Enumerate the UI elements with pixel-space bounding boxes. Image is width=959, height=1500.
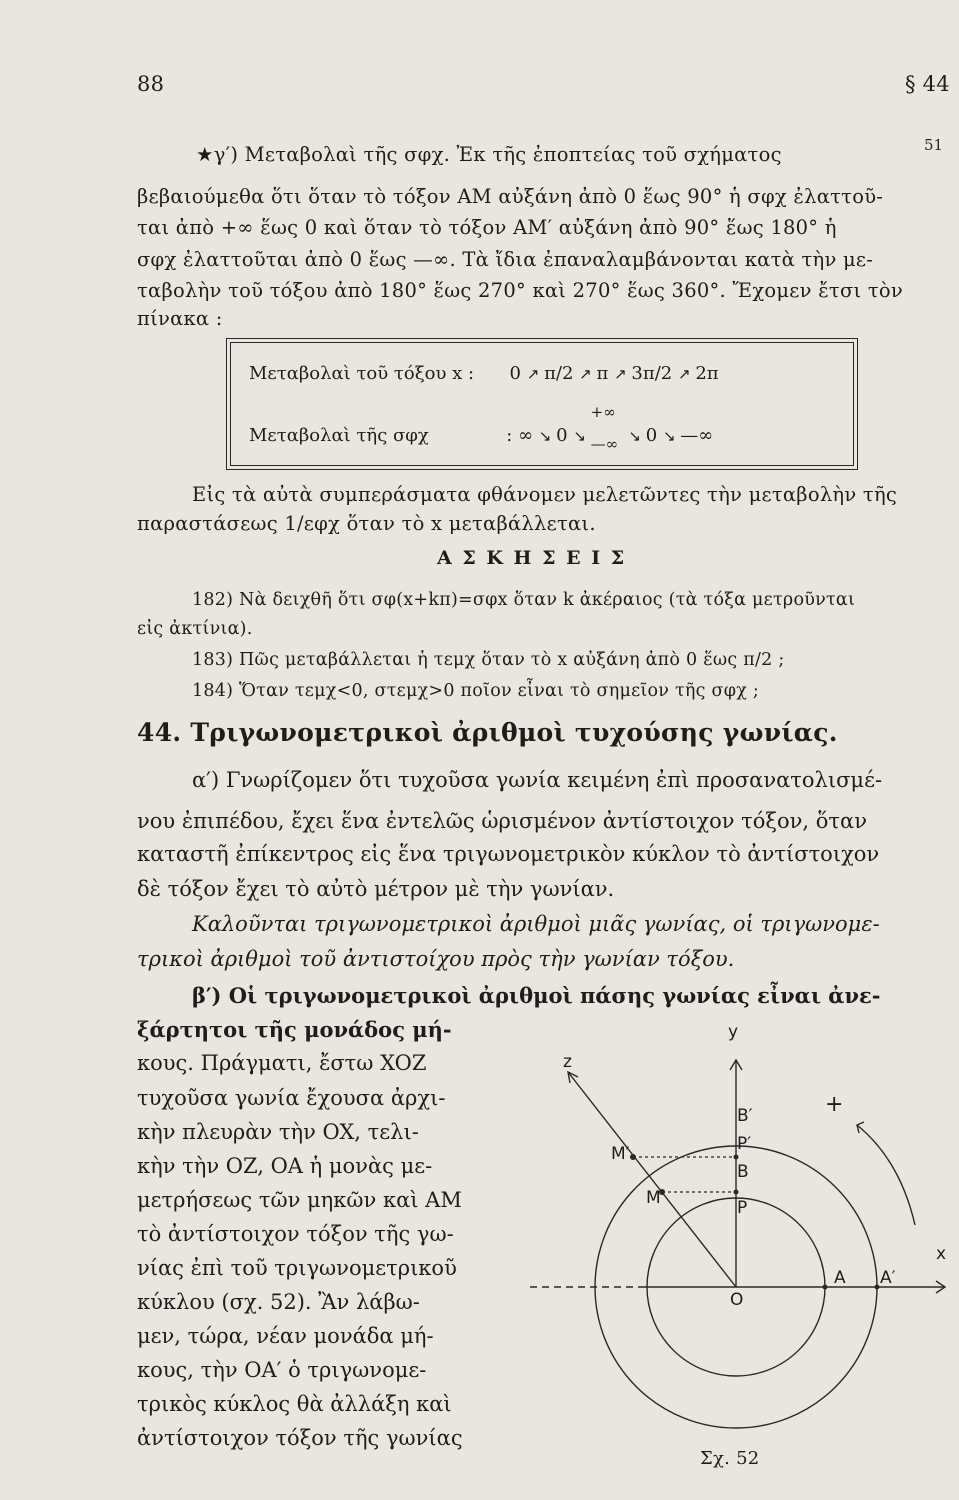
label-o: O — [730, 1290, 744, 1310]
label-z: z — [563, 1052, 572, 1072]
label-p: P — [737, 1198, 748, 1218]
label-plus: + — [825, 1092, 844, 1117]
section-44-heading: 44. Τριγωνομετρικοὶ ἀριθμοὶ τυχούσης γωνίας. — [137, 718, 838, 747]
alpha-line-2: νου ἐπιπέδου, ἔχει ἕνα ἐντελῶς ὡρισμένον ἀντίστοιχον τόξον, ὅταν — [137, 809, 867, 833]
table-row-cot: Μεταβολαὶ τῆς σφχ : ∞ ↘ 0 ↘ +∞ —∞ ↘ 0 ↘ —∞ — [249, 403, 714, 453]
section-c-line-4: σφχ ἐλαττοῦται ἀπὸ 0 ἕως —∞. Τὰ ἴδια ἐπαναλαμβάνονται κατὰ τὴν με- — [137, 248, 874, 271]
label-y: y — [728, 1022, 739, 1042]
point-p — [734, 1190, 739, 1195]
label-a-prime: A′ — [880, 1268, 896, 1288]
label-b: B — [737, 1162, 749, 1182]
point-a-prime — [875, 1285, 880, 1290]
section-c-line-5: ταβολὴν τοῦ τόξου ἀπὸ 180° ἕως 270° καὶ 270° ἕως 360°. Ἔχομεν ἔτσι τὸν — [137, 279, 904, 302]
section-c-line-6: πίνακα : — [137, 307, 223, 330]
row1-value-4: 2π — [695, 363, 719, 384]
definition-line-1: Καλοῦνται τριγωνομετρικοὶ ἀριθμοὶ μιᾶς γωνίας, οἱ τριγωνομε- — [192, 912, 880, 936]
beta-line-2: κους. Πράγματι, ἔστω XOZ — [137, 1051, 427, 1075]
definition-line-2: τρικοὶ ἀριθμοὶ τοῦ ἀντιστοίχου πρὸς τὴν γωνίαν τόξου. — [137, 947, 735, 971]
beta-line-5: κὴν τὴν OZ, OA ἡ μονὰς με- — [137, 1154, 433, 1178]
row2-value-3: —∞ — [590, 435, 619, 453]
section-c-line-1: ★γ′) Μεταβολαὶ τῆς σφχ. Ἐκ τῆς ἐποπτείας τοῦ σχήματος — [196, 143, 782, 166]
margin-note-51: 51 — [924, 136, 944, 154]
point-a — [823, 1285, 828, 1290]
row2-value-5: —∞ — [680, 425, 714, 446]
beta-line-7: τὸ ἀντίστοιχον τόξον τῆς γω- — [137, 1222, 454, 1246]
beta-line-3: τυχοῦσα γωνία ἔχουσα ἀρχι- — [137, 1086, 446, 1110]
alpha-line-4: δὲ τόξον ἔχει τὸ αὐτὸ μέτρον μὲ τὴν γωνίαν. — [137, 877, 615, 901]
variation-table — [226, 338, 858, 470]
beta-line-10: μεν, τώρα, νέαν μονάδα μή- — [137, 1324, 434, 1348]
row2-value-1: 0 — [556, 425, 568, 446]
beta-line-12: τρικὸς κύκλος θὰ ἀλλάξη καὶ — [137, 1392, 452, 1416]
beta-line-11: κους, τὴν OA′ ὁ τριγωνομε- — [137, 1358, 427, 1382]
exercise-182: 182) Νὰ δειχθῆ ὅτι σφ(x+kπ)=σφx ὅταν k ἀκέραιος (τὰ τόξα μετροῦνται — [192, 590, 856, 610]
oz-line — [568, 1072, 736, 1287]
page-number: 88 — [137, 72, 165, 96]
table-row-arc: Μεταβολαὶ τοῦ τόξου x : 0 ↗ π/2 ↗ π ↗ 3π/2 ↗ 2π — [249, 363, 719, 384]
exercise-183: 183) Πῶς μεταβάλλεται ἡ τεμχ ὅταν τὸ x αὐξάνη ἀπὸ 0 ἕως π/2 ; — [192, 650, 785, 670]
alpha-line-1: α′) Γνωρίζομεν ὅτι τυχοῦσα γωνία κειμένη ἐπὶ προσανατολισμέ- — [192, 768, 883, 792]
point-m-prime — [630, 1154, 636, 1160]
label-m-prime: M′ — [611, 1144, 630, 1164]
row2-value-0: : ∞ — [506, 425, 534, 446]
label-a: A — [834, 1268, 846, 1288]
beta-line-4: κὴν πλευρὰν τὴν OX, τελι- — [137, 1120, 419, 1144]
exercise-184: 184) Ὅταν τεμχ<0, στεμχ>0 ποῖον εἶναι τὸ σημεῖον τῆς σφχ ; — [192, 681, 760, 701]
label-x: x — [936, 1244, 947, 1264]
row1-label: Μεταβολαὶ τοῦ τόξου x : — [249, 363, 475, 384]
point-p-prime — [734, 1155, 739, 1160]
beta-line-1: ξάρτητοι τῆς μονάδος μή- — [137, 1017, 452, 1042]
row2-value-4: 0 — [645, 425, 658, 446]
beta-line-8: νίας ἐπὶ τοῦ τριγωνομετρικοῦ — [137, 1256, 457, 1280]
section-marker: § 44 — [905, 72, 950, 96]
figure-caption: Σχ. 52 — [700, 1448, 760, 1469]
figure-52 — [520, 1020, 950, 1480]
beta-line-6: μετρήσεως τῶν μηκῶν καὶ AM — [137, 1188, 462, 1212]
exercise-182-cont: εἰς ἀκτίνια). — [137, 619, 253, 639]
label-m: M — [646, 1188, 661, 1208]
exercises-title: Α Σ Κ Η Σ Ε Ι Σ — [437, 547, 627, 569]
beta-line-first: β′) Οἱ τριγωνομετρικοὶ ἀριθμοὶ πάσης γωνίας εἶναι ἀνε- — [192, 983, 881, 1008]
label-p-prime: P′ — [737, 1134, 752, 1154]
alpha-line-3: καταστῆ ἐπίκεντρος εἰς ἕνα τριγωνομετρικὸν κύκλον τὸ ἀντίστοιχον — [137, 842, 880, 866]
after-table-line-1: Εἰς τὰ αὐτὰ συμπεράσματα φθάνομεν μελετῶντες τὴν μεταβολὴν τῆς — [192, 483, 898, 506]
section-c-line-2: βεβαιούμεθα ὅτι ὅταν τὸ τόξον AM αὐξάνη ἀπὸ 0 ἕως 90° ἡ σφχ ἐλαττοῦ- — [137, 185, 884, 208]
row1-value-0: 0 — [509, 363, 521, 384]
label-b-prime: B′ — [737, 1106, 753, 1126]
beta-line-9: κύκλου (σχ. 52). Ἂν λάβω- — [137, 1290, 420, 1314]
row1-value-3: 3π/2 — [631, 363, 673, 384]
beta-line-13: ἀντίστοιχον τόξον τῆς γωνίας — [137, 1426, 463, 1450]
row2-value-2: +∞ — [590, 403, 616, 421]
row1-value-1: π/2 — [544, 363, 574, 384]
row2-label: Μεταβολαὶ τῆς σφχ — [249, 425, 429, 446]
section-c-line-3: ται ἀπὸ +∞ ἕως 0 καὶ ὅταν τὸ τόξον AM′ αὐξάνη ἀπὸ 90° ἕως 180° ἡ — [137, 216, 837, 239]
rotation-arc — [857, 1125, 915, 1225]
row1-value-2: π — [596, 363, 609, 384]
after-table-line-2: παραστάσεως 1/εφχ ὅταν τὸ x μεταβάλλεται. — [137, 512, 596, 535]
